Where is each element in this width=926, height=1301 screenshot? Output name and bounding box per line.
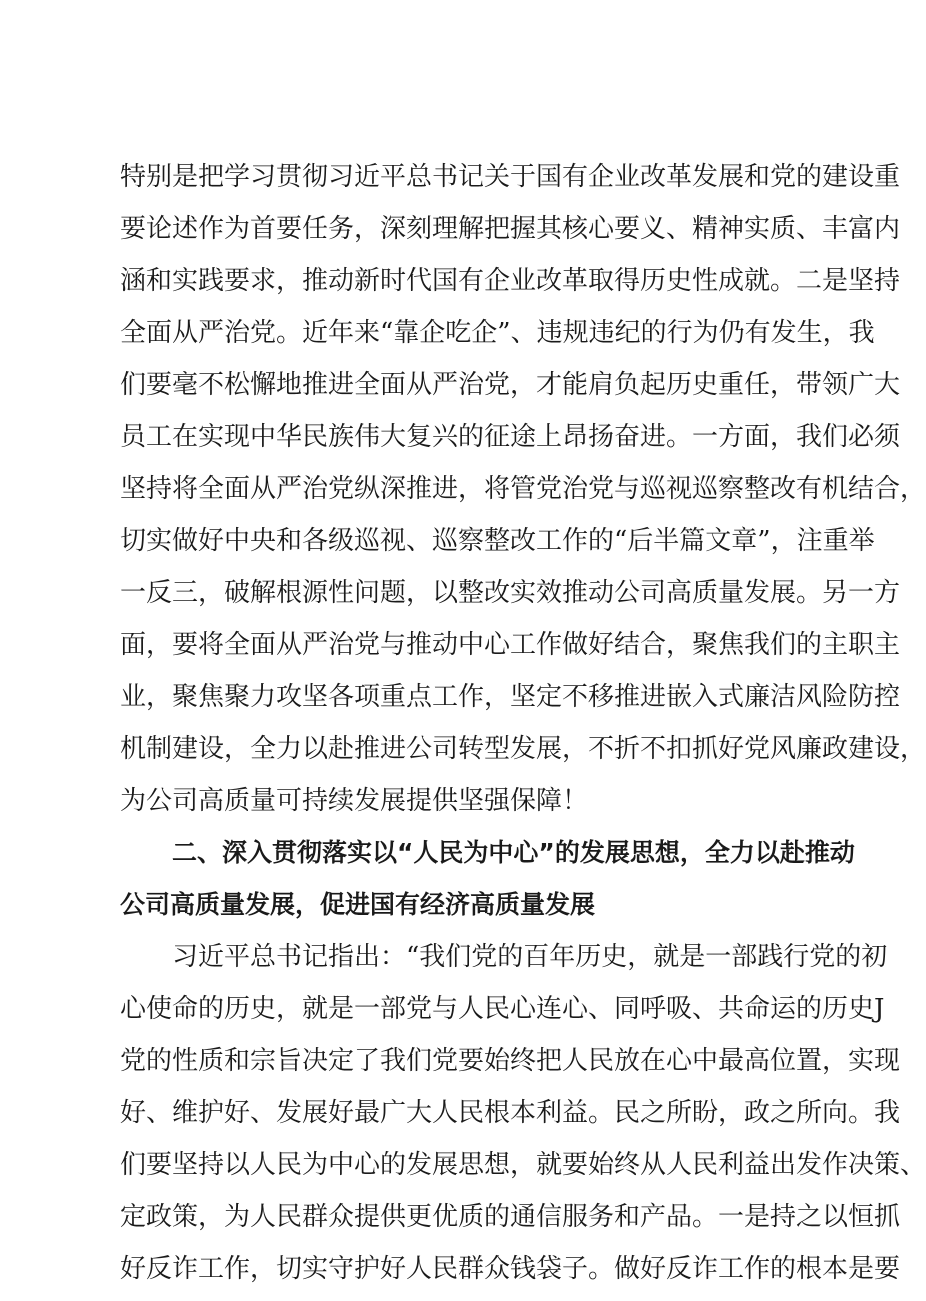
- paragraph-line: 坚持将全面从严治党纵深推进，将管党治党与巡视巡察整改有机结合，: [120, 474, 926, 504]
- paragraph-line: 一反三，破解根源性问题，以整改实效推动公司高质量发展。另一方: [120, 578, 901, 608]
- paragraph-line: 全面从严治党。近年来“靠企吃企”、违规违纪的行为仍有发生，我: [120, 318, 875, 348]
- section-heading-line: 二、深入贯彻落实以“人民为中心”的发展思想，全力以赴推动: [172, 838, 855, 867]
- paragraph-line: 们要坚持以人民为中心的发展思想，就要始终从人民利益出发作决策、: [120, 1150, 926, 1180]
- paragraph-line: 心使命的历史，就是一部党与人民心连心、同呼吸、共命运的历史J: [120, 994, 885, 1024]
- paragraph-line: 习近平总书记指出：“我们党的百年历史，就是一部践行党的初: [172, 942, 888, 972]
- paragraph-line: 好、维护好、发展好最广大人民根本利益。民之所盼，政之所向。我: [120, 1098, 901, 1128]
- paragraph-line: 党的性质和宗旨决定了我们党要始终把人民放在心中最高位置，实现: [120, 1046, 901, 1076]
- paragraph-line: 面，要将全面从严治党与推动中心工作做好结合，聚焦我们的主职主: [120, 630, 901, 660]
- paragraph-line: 员工在实现中华民族伟大复兴的征途上昂扬奋进。一方面，我们必须: [120, 422, 901, 452]
- section-heading-line: 公司高质量发展，促进国有经济高质量发展: [120, 890, 596, 919]
- paragraph-line: 们要毫不松懈地推进全面从严治党，才能肩负起历史重任，带领广大: [120, 370, 901, 400]
- paragraph-line: 好反诈工作，切实守护好人民群众钱袋子。做好反诈工作的根本是要: [120, 1254, 901, 1284]
- paragraph-line: 切实做好中央和各级巡视、巡察整改工作的“后半篇文章”，注重举: [120, 526, 875, 556]
- paragraph-line: 涵和实践要求，推动新时代国有企业改革取得历史性成就。二是坚持: [120, 266, 901, 296]
- paragraph-line: 特别是把学习贯彻习近平总书记关于国有企业改革发展和党的建设重: [120, 162, 901, 192]
- paragraph-line: 为公司高质量可持续发展提供坚强保障！: [120, 786, 589, 816]
- paragraph-line: 业，聚焦聚力攻坚各项重点工作，坚定不移推进嵌入式廉洁风险防控: [120, 682, 901, 712]
- paragraph-line: 定政策，为人民群众提供更优质的通信服务和产品。一是持之以恒抓: [120, 1202, 901, 1232]
- paragraph-line: 机制建设，全力以赴推进公司转型发展，不折不扣抓好党风廉政建设，: [120, 734, 926, 764]
- paragraph-line: 要论述作为首要任务，深刻理解把握其核心要义、精神实质、丰富内: [120, 214, 901, 244]
